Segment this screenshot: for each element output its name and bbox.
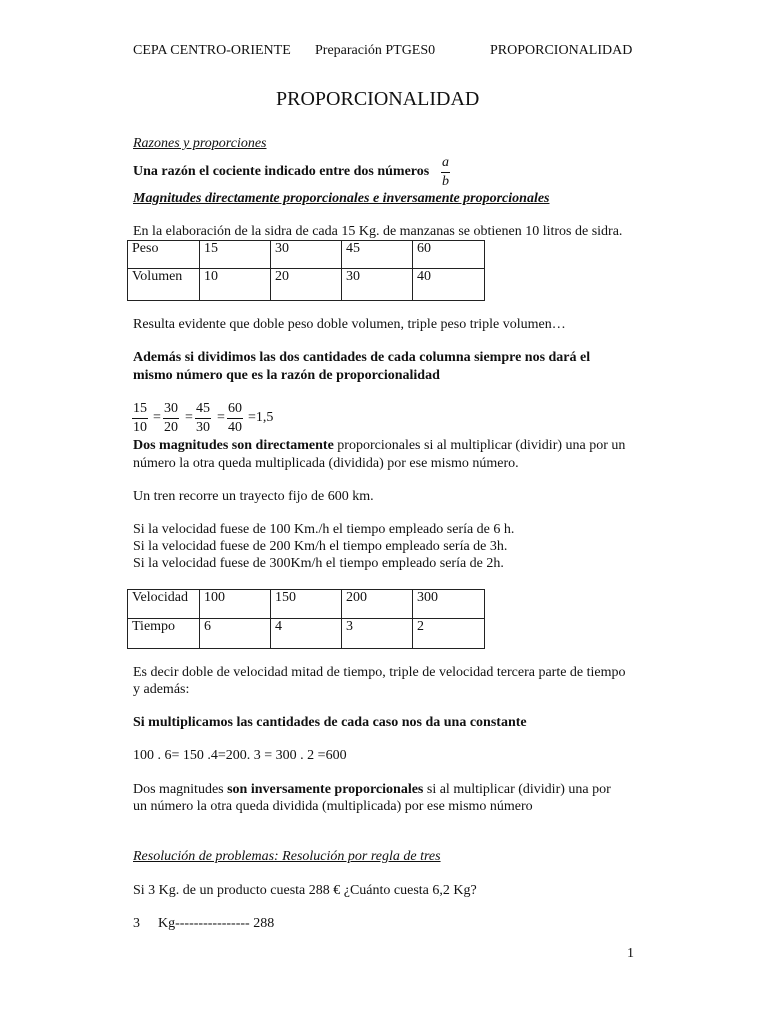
constant-note: Si multiplicamos las cantidades de cada caso nos da una constante (133, 715, 527, 730)
inverse-definition-bold: son inversamente proporcionales (227, 782, 424, 797)
sidra-table (127, 240, 485, 301)
header-middle: Preparación PTGES0 (315, 43, 436, 58)
header-right: PROPORCIONALIDAD (490, 43, 633, 58)
fraction-denominator: 40 (228, 420, 242, 435)
sidra-intro: En la elaboración de la sidra de cada 15 Kg. de manzanas se obtienen 10 litros de sidra. (133, 224, 623, 239)
section-heading-magnitudes: Magnitudes directamente proporcionales e inversamente proporcionales (133, 191, 550, 206)
equals-sign: = (217, 410, 225, 425)
fraction-numerator: 30 (164, 401, 178, 416)
table-cell: 30 (342, 269, 413, 301)
train-line-2: Si la velocidad fuese de 200 Km/h el tiempo empleado sería de 3h. (133, 539, 508, 554)
products-equation: 100 . 6= 150 .4=200. 3 = 300 . 2 =600 (133, 748, 347, 763)
table-cell: 20 (271, 269, 342, 301)
ratio-denominator: b (442, 174, 449, 189)
direct-definition-bold: Dos magnitudes son directamente (133, 438, 334, 453)
header-left: CEPA CENTRO-ORIENTE (133, 43, 291, 58)
train-table (127, 589, 485, 649)
table-cell: Volumen (128, 269, 200, 301)
explain-line2: y además: (133, 682, 190, 697)
table-cell: 10 (200, 269, 271, 301)
fraction-30-20 (163, 401, 179, 436)
fraction-denominator: 30 (196, 420, 210, 435)
division-note-line1: Además si dividimos las dos cantidades de cada columna siempre nos dará el (133, 350, 591, 365)
fraction-numerator: 45 (196, 401, 210, 416)
explain-line1: Es decir doble de velocidad mitad de tiempo, triple de velocidad tercera parte de tiempo (133, 665, 626, 680)
train-intro: Un tren recorre un trayecto fijo de 600 km. (133, 489, 374, 504)
fraction-45-30 (195, 401, 211, 436)
table-cell: Peso (128, 241, 200, 269)
table-row (128, 619, 485, 649)
table-row (128, 241, 485, 269)
ratio-fraction (441, 155, 450, 190)
table-cell: 6 (200, 619, 271, 649)
table-cell: 45 (342, 241, 413, 269)
table-cell: 300 (413, 590, 485, 619)
problem-question: Si 3 Kg. de un producto cuesta 288 € ¿Cuánto cuesta 6,2 Kg? (133, 883, 477, 898)
table-cell: 15 (200, 241, 271, 269)
page-number: 1 (627, 946, 634, 961)
train-line-1: Si la velocidad fuese de 100 Km./h el tiempo empleado sería de 6 h. (133, 522, 515, 537)
table-row (128, 590, 485, 619)
table-cell: 2 (413, 619, 485, 649)
fraction-denominator: 10 (133, 420, 147, 435)
table-cell: Tiempo (128, 619, 200, 649)
table-cell: 150 (271, 590, 342, 619)
fraction-numerator: 15 (133, 401, 147, 416)
rule-of-three-num: 3 (133, 916, 140, 931)
table-row (128, 269, 485, 301)
direct-definition-line1 (133, 438, 625, 454)
fraction-15-10 (132, 401, 148, 436)
direct-definition-line2: número la otra queda multiplicada (dividida) por ese mismo número. (133, 456, 519, 471)
rule-of-three-line: Kg---------------- 288 (158, 916, 275, 931)
train-line-3: Si la velocidad fuese de 300Km/h el tiempo empleado sería de 2h. (133, 556, 504, 571)
equation-result: =1,5 (248, 410, 274, 425)
section-heading-razones: Razones y proporciones (133, 136, 267, 151)
fraction-denominator: 20 (164, 420, 178, 435)
equals-sign: = (185, 410, 193, 425)
table-cell: 200 (342, 590, 413, 619)
evident-text: Resulta evidente que doble peso doble volumen, triple peso triple volumen… (133, 317, 566, 332)
table-cell: 4 (271, 619, 342, 649)
equals-sign: = (153, 410, 161, 425)
direct-definition-rest: proporcionales si al multiplicar (dividir) una por un (333, 438, 626, 453)
page-title: PROPORCIONALIDAD (276, 88, 480, 110)
table-cell: 60 (413, 241, 485, 269)
fraction-60-40 (227, 401, 243, 436)
inverse-definition-line2: un número la otra queda dividida (multiplicada) por ese mismo número (133, 799, 533, 814)
inverse-definition-rest: si al multiplicar (dividir) una por (423, 782, 611, 797)
table-cell: 100 (200, 590, 271, 619)
ratio-numerator: a (442, 155, 449, 170)
table-cell: 30 (271, 241, 342, 269)
inverse-definition-line1 (133, 782, 611, 798)
table-cell: Velocidad (128, 590, 200, 619)
section-heading-problemas: Resolución de problemas: Resolución por regla de tres (133, 849, 441, 864)
division-note-line2: mismo número que es la razón de proporcionalidad (133, 368, 440, 383)
ratio-definition: Una razón el cociente indicado entre dos números (133, 164, 430, 179)
table-cell: 3 (342, 619, 413, 649)
inverse-definition-pre: Dos magnitudes (133, 782, 228, 797)
table-cell: 40 (413, 269, 485, 301)
fraction-numerator: 60 (228, 401, 242, 416)
